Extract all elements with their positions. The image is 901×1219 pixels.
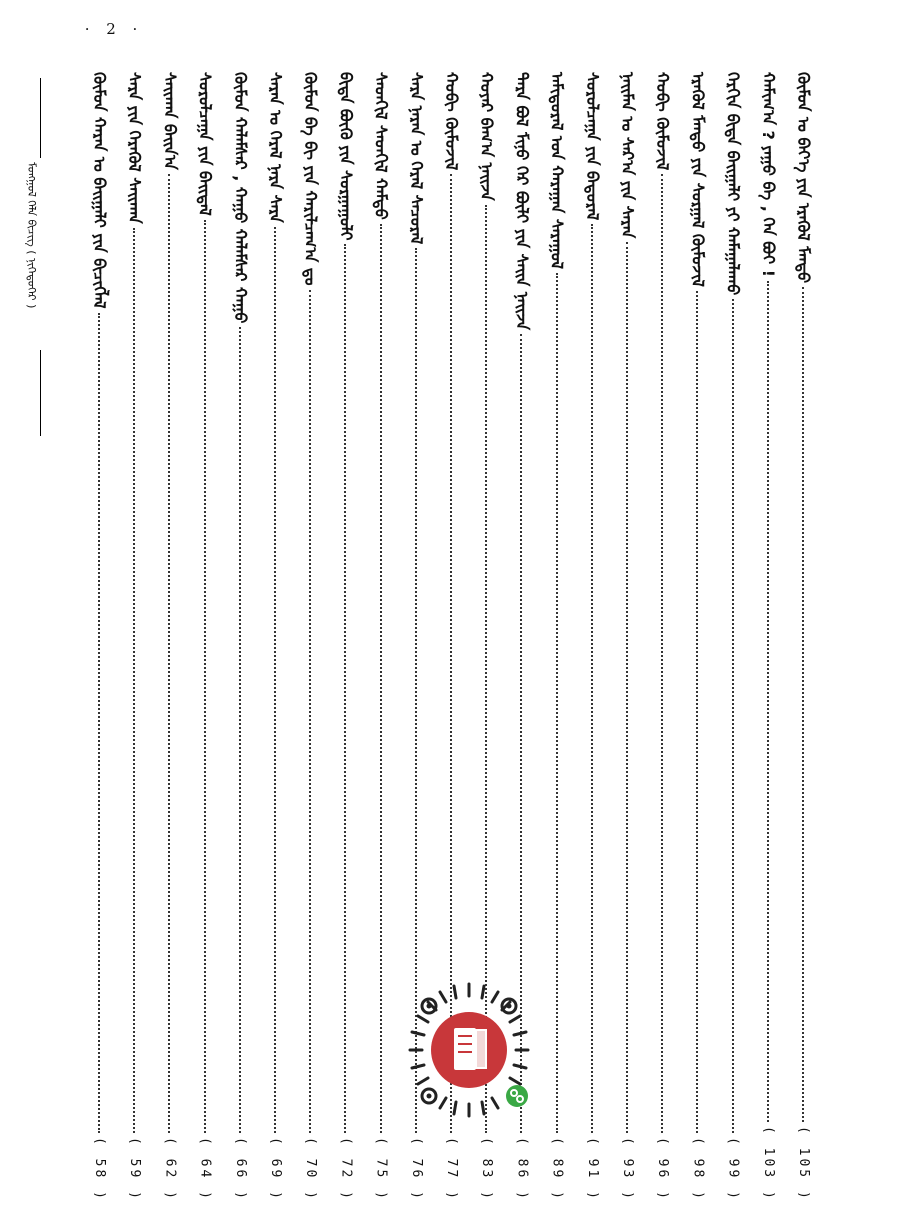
toc-entry-page: ( 86 ) [514, 1137, 530, 1202]
toc-entry-title: ᠰᠤᠷᠤᠯᠴᠠᠭᠠ ᠶᠢᠨ ᠪᠠᠢᠳᠠᠯ [195, 72, 215, 216]
toc-entry[interactable] [544, 72, 570, 1202]
toc-entry-page: ( 93 ) [620, 1137, 635, 1202]
qr-badge-icon [392, 980, 546, 1120]
toc-entry-page: ( 105 ) [796, 1126, 811, 1202]
toc-entry-page: ( 76 ) [408, 1137, 424, 1202]
toc-entry-page: ( 77 ) [444, 1137, 459, 1202]
toc-entry-title: ᠰᠠᠷᠠᠨ ᠤ ᠭᠡᠷᠡᠯ ᠨᠠᠷᠠ ᠰᠠᠷᠠ [266, 72, 285, 223]
toc-entry-title: ᠰᠠᠢᠬᠠᠨ ᠪᠠᠢᠨ᠎ᠠ [160, 72, 180, 170]
toc-leader-dots [380, 224, 382, 1133]
toc-entry-page: ( 70 ) [303, 1137, 319, 1202]
toc-entry[interactable] [720, 72, 746, 1202]
toc-leader-dots [661, 174, 663, 1133]
header-rule-bottom [40, 350, 41, 436]
toc-entry-title: ᠲᠡᠷᠡ ᠪᠤᠯ ᠮᠢᠨᠤ ᠭᠡᠷ ᠪᠦᠯᠢ ᠶᠢᠨ ᠰᠠᠢᠨ ᠨᠠᠢᠵᠠ [512, 72, 532, 331]
toc-entry-title: ᠬᠦᠮᠦᠨ ᠤ ᠪᠡᠶ᠎ᠡ ᠶᠢᠨ ᠡᠷᠡᠭᠦᠯ ᠮᠡᠨᠳᠦ [794, 72, 813, 284]
toc-leader-dots [133, 228, 135, 1133]
toc-entry[interactable] [192, 72, 218, 1202]
toc-entry-page: ( 98 ) [690, 1137, 706, 1202]
toc-entry-title: ᠰᠡᠳᠬᠢᠯ ᠰᠡᠳᠬᠢᠯ ᠬᠠᠮᠲᠤ [371, 72, 391, 220]
toc-entry[interactable] [86, 72, 112, 1202]
toc-entry[interactable] [684, 72, 710, 1202]
toc-leader-dots [767, 281, 769, 1122]
toc-leader-dots [309, 290, 311, 1133]
toc-leader-dots [556, 273, 558, 1133]
toc-entry-title: ᠬᠡᠷᠬᠢᠨ ᠪᠢᠳᠡ ᠪᠠᠢᠭᠠᠯᠢ ᠶᠢ ᠬᠠᠮᠠᠭᠠᠯᠠᠬᠤ [723, 72, 743, 296]
toc-entry-page: ( 89 ) [549, 1137, 565, 1202]
toc-leader-dots [344, 244, 346, 1133]
toc-entry-page: ( 66 ) [232, 1137, 248, 1202]
toc-leader-dots [626, 242, 628, 1133]
toc-entry-title: ᠰᠤᠷᠤᠯᠴᠠᠭᠠ ᠶᠢᠨ ᠪᠠᠳᠤᠷᠠᠯ [582, 72, 602, 221]
toc-entry-title: ᠰᠠᠷᠠ ᠨᠠᠷᠠᠨ ᠤ ᠭᠡᠷᠡᠯ ᠰᠠᠴᠤᠷᠠᠯ [406, 72, 426, 245]
toc-entry[interactable] [297, 72, 323, 1202]
header-rule-top [40, 78, 41, 158]
toc-entry[interactable] [579, 72, 605, 1202]
toc-entry-title: ᠬᠦᠮᠦᠨ ᠬᠠᠷᠠᠨ ᠤ ᠪᠠᠢᠭᠠᠯᠢ ᠶᠢᠨ ᠪᠢᠴᠢᠭᠯᠡᠯ [90, 72, 109, 309]
toc-entry-page: ( 62 ) [162, 1137, 178, 1202]
toc-entry-page: ( 72 ) [338, 1137, 354, 1202]
toc-entry-page: ( 58 ) [92, 1137, 107, 1202]
toc-entry-page: ( 99 ) [725, 1137, 741, 1202]
toc-entry-page: ( 69 ) [268, 1137, 283, 1202]
toc-entry-page: ( 64 ) [197, 1137, 213, 1202]
toc-entry-title: ᠬᠤᠶᠠᠷ ᠪᠠᠭ᠎ᠠ ᠨᠠᠢᠵᠠ [477, 72, 497, 201]
toc-entry[interactable] [614, 72, 640, 1202]
toc-entry[interactable] [156, 72, 182, 1202]
toc-entry-page: ( 103 ) [760, 1126, 776, 1202]
toc-leader-dots [732, 299, 734, 1133]
toc-leader-dots [168, 174, 170, 1133]
toc-leader-dots [274, 227, 276, 1133]
toc-entry[interactable] [262, 72, 288, 1202]
toc-leader-dots [591, 224, 593, 1133]
toc-entry-title: ᠠᠮᠢᠳᠤᠷᠠᠯ ᠤᠨ ᠬᠠᠷᠠᠭᠠᠨ ᠰᠠᠷᠠᠭᠤᠯ [547, 72, 567, 269]
toc-leader-dots [98, 313, 100, 1133]
toc-leader-dots [696, 291, 698, 1133]
toc-entry[interactable] [121, 72, 147, 1202]
toc-entry[interactable] [755, 72, 781, 1202]
running-header-title: ᠮᠣᠩᠭᠣᠯ ᠬᠡᠯᠡ ᠪᠢᠴᠢᠭ ( ᠨᠢᠭᠡᠳᠦᠭᠡᠷ ) [25, 162, 38, 309]
toc-entry-title: ᠬᠦᠮᠦᠨ ᠪᠠ ᠪᠢ ᠶᠢᠨ ᠬᠠᠷᠢᠯᠴᠠᠭ᠎ᠠ ᠳᠤ [301, 72, 321, 286]
toc-entry-title: ᠬᠠᠮᠢᠭ᠎ᠠ ? ᠶᠠᠭᠤ ᠪᠡ , ᠬᠡᠨ ᠪᠤᠢ ! [758, 72, 778, 278]
toc-entry-page: ( 96 ) [655, 1137, 671, 1202]
toc-leader-dots [239, 327, 241, 1133]
page-number: · 2 · [84, 20, 144, 38]
toc-entry-title: ᠬᠤᠪᠢ ᠬᠦᠮᠦᠵᠢᠯ [442, 72, 461, 171]
toc-entry-page: ( 59 ) [127, 1137, 143, 1202]
toc-entry-title: ᠬᠦᠮᠦᠨ ᠬᠠᠯᠠᠮᠰᠠᠷ , ᠬᠠᠭᠤ ᠬᠠᠯᠠᠮᠰᠠᠷ ᠬᠠᠭᠤ [230, 72, 250, 324]
toc-entry[interactable] [649, 72, 675, 1202]
toc-entry-title: ᠬᠤᠪᠢ ᠬᠦᠮᠦᠵᠢᠯ [653, 72, 673, 171]
toc-entry[interactable] [368, 72, 394, 1202]
toc-entry-page: ( 91 ) [584, 1137, 600, 1202]
toc-entry[interactable] [790, 72, 816, 1202]
toc-entry[interactable] [227, 72, 253, 1202]
toc-leader-dots [802, 287, 804, 1122]
toc-entry-title: ᠨᠠᠢᠮᠠᠨ ᠤ ᠰᠠᠷ᠎ᠠ ᠶᠢᠨ ᠰᠠᠷᠠᠨ [618, 72, 637, 239]
toc-entry-title: ᠡᠷᠡᠭᠦᠯ ᠮᠡᠨᠳᠦ ᠶᠢᠨ ᠰᠤᠷᠭᠠᠯ ᠬᠦᠮᠦᠵᠢᠯ [688, 72, 708, 287]
toc-entry-title: ᠰᠠᠷᠠ ᠶᠢᠨ ᠬᠡᠷᠡᠭᠦᠯ ᠰᠠᠢᠬᠠᠨ [125, 72, 145, 224]
toc-entry-page: ( 75 ) [373, 1137, 389, 1202]
toc-entry-page: ( 83 ) [479, 1137, 495, 1202]
toc-entry-title: ᠪᠢᠳᠡ ᠪᠦᠬᠦ ᠶᠢᠨ ᠰᠤᠷᠭᠠᠭᠤᠯᠢ [336, 72, 356, 241]
toc-entry[interactable] [332, 72, 358, 1202]
toc-leader-dots [204, 220, 206, 1133]
